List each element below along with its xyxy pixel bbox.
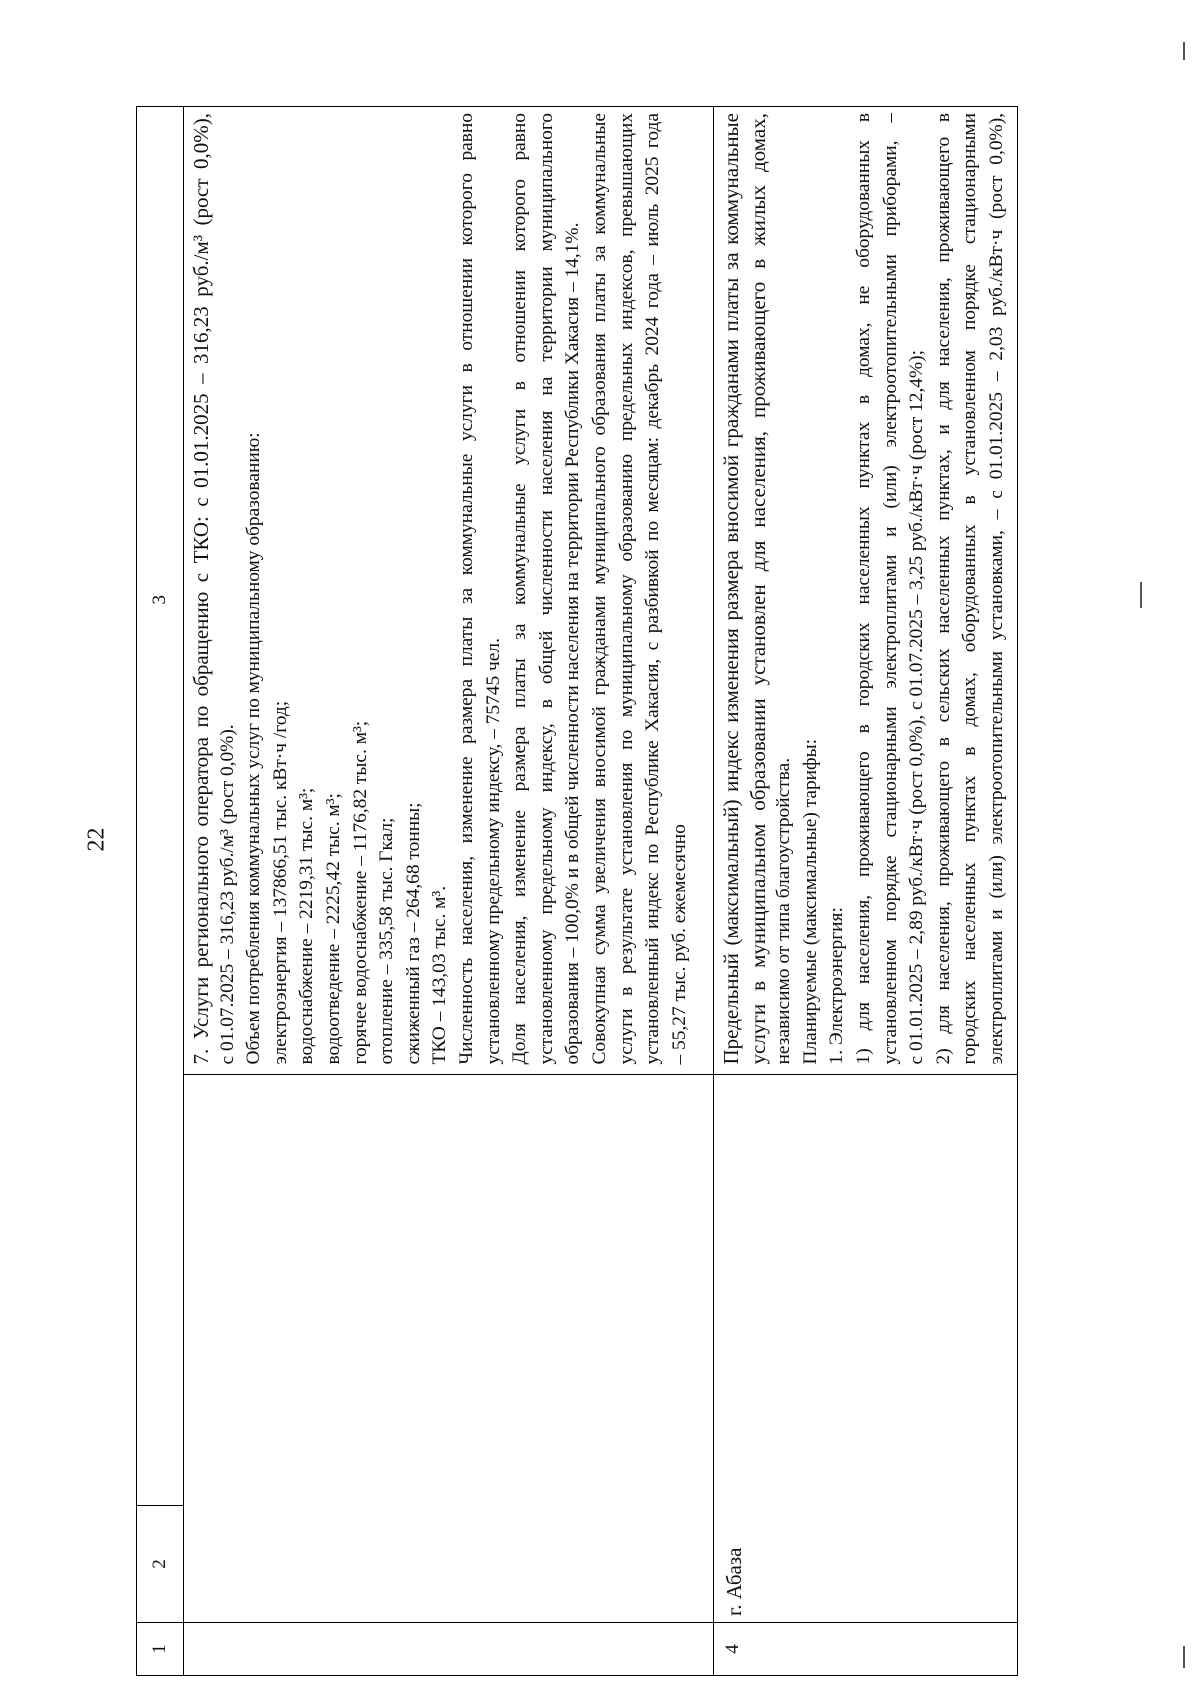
header-col-3: [137, 107, 184, 1076]
tariff-table: [136, 106, 1018, 1676]
text-line: с 01.01.2025 – 2,89 руб./кВт·ч (рост 0,0%), с 01.07.2025 – 3,25 руб./кВт·ч (рост 12,4%);: [906, 350, 928, 1065]
text-line: городских населенных пунктах в домах, оборудованных в установленном порядке стационарными: [959, 113, 981, 1065]
text-line: Планируемые (максимальные) тарифы:: [799, 738, 821, 1065]
row-municipality: [184, 1075, 714, 1623]
header-col-1: 1: [137, 1623, 184, 1676]
header-col-2: 2: [137, 1506, 184, 1623]
page-number: 22: [83, 827, 110, 852]
text-line: электроплитами и (или) электроотопительными установками, – с 01.01.2025 – 2,03 руб./кВт·ч (рост 0,0%),: [985, 113, 1007, 1065]
text-line: водоотведение – 2225,42 тыс. м³;: [322, 793, 344, 1065]
text-line: – 55,27 тыс. руб. ежемесячно: [668, 824, 690, 1065]
text-line: с 01.07.2025 – 316,23 руб./м³ (рост 0,0%).: [216, 724, 238, 1065]
text-line: установленному предельному индексу, – 75745 чел.: [482, 638, 504, 1065]
text-line: услуги в результате установления по муниципальному образованию предельных индексов, превышающих: [615, 113, 637, 1065]
text-line: 1. Электроэнергия:: [826, 907, 848, 1065]
text-line: 1) для населения, проживающего в городских населенных пунктах в домах, не оборудованных в: [852, 113, 874, 1065]
text-line: установленному предельному индексу, в общей численности населения на территории муниципального: [535, 113, 557, 1065]
text-line: сжиженный газ – 264,68 тонны;: [402, 802, 424, 1065]
text-line: Предельный (максимальный) индекс изменения размера вносимой гражданами платы за коммунальные: [719, 113, 743, 1065]
text-line: услуги в муниципальном образовании установлен для населения, проживающего в жилых домах,: [745, 113, 770, 1065]
text-line: электроэнергия – 137866,51 тыс. кВт·ч /год;: [269, 700, 291, 1065]
row-text: [714, 107, 1018, 1076]
text-line: установленный индекс по Республике Хакасия, с разбивкой по месяцам: декабрь 2024 года – июль 2025 года: [642, 113, 664, 1065]
text-line: горячее водоснабжение – 1176,82 тыс. м³;: [349, 720, 371, 1065]
text-line: водоснабжение – 2219,31 тыс. м³;: [296, 787, 318, 1065]
table-header-row: [137, 107, 184, 1676]
rotated-page-content: [120, 100, 1152, 1698]
text-line: Численность населения, изменение размера платы за коммунальные услуги в отношении которого равно: [455, 113, 477, 1065]
text-line: независимо от типа благоустройства.: [773, 757, 795, 1065]
text-line: Доля населения, изменение размера платы за коммунальные услуги в отношении которого равно: [509, 113, 531, 1065]
text-line: отопление – 335,58 тыс. Гкал;: [376, 817, 398, 1065]
table-row: [714, 107, 1018, 1676]
text-line: 2) для населения, проживающего в сельских населенных пунктах, и для населения, проживающего в: [932, 113, 954, 1065]
header-col-3-label: 3: [149, 595, 170, 605]
text-line: Объем потребления коммунальных услуг по муниципальному образованию:: [243, 432, 265, 1065]
row-number: [184, 1623, 714, 1676]
row-number: 4: [714, 1623, 1018, 1676]
text-line: ТКО – 143,03 тыс. м³.: [429, 885, 451, 1065]
header-col-2-empty: [137, 1075, 184, 1506]
row-municipality: г. Абаза: [714, 1075, 1018, 1623]
text-line: установленном порядке стационарными электроплитами и (или) электроотопительными приборами, –: [879, 113, 901, 1065]
row-text: [184, 107, 714, 1076]
text-line: 7. Услуги регионального оператора по обращению с ТКО: с 01.01.2025 – 316,23 руб./м³ (рост 0,0%),: [189, 113, 213, 1065]
scan-edge-mark-top: [1183, 42, 1185, 60]
table-row: [184, 107, 714, 1676]
text-line: Совокупная сумма увеличения вносимой гражданами муниципального образования платы за коммунальные: [588, 113, 610, 1065]
scan-edge-mark-bottom: [1183, 1646, 1185, 1668]
text-line: образования – 100,0% и в общей численности населения на территории Республики Хакасия – 14,1%.: [562, 222, 584, 1065]
